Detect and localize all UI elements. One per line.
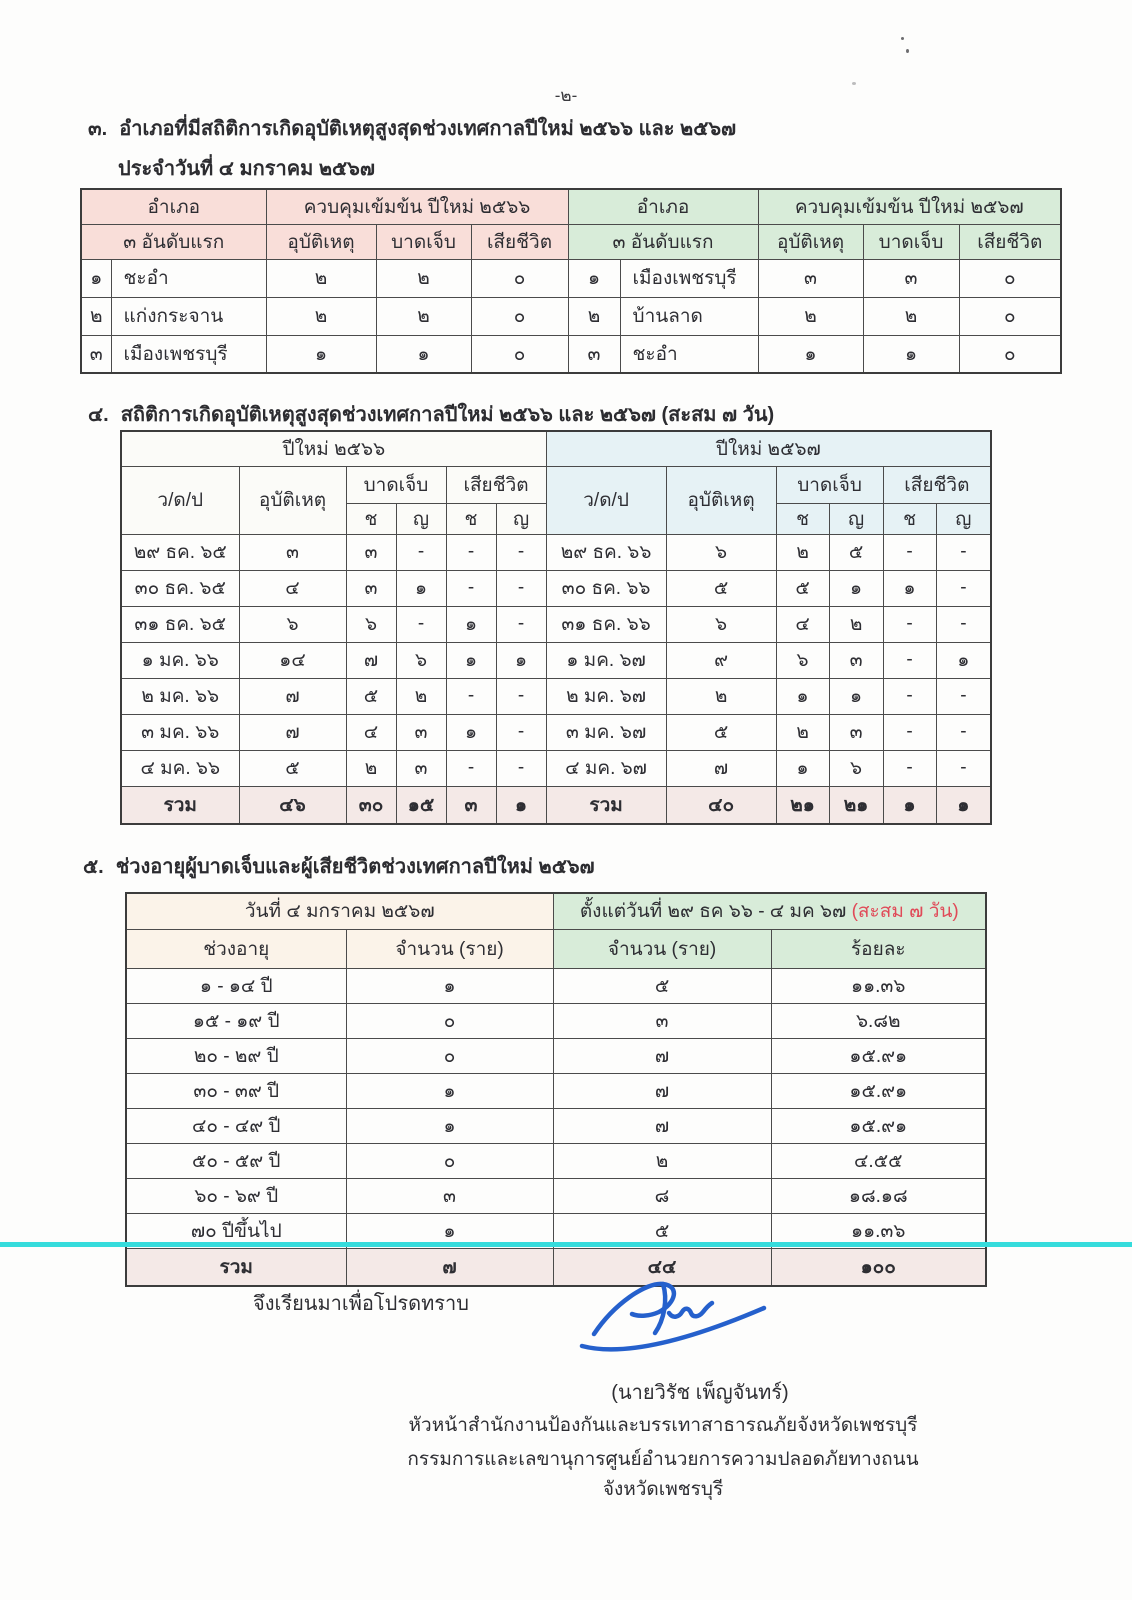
table-cell: ๑ — [81, 259, 111, 297]
col-accident-2566: อุบัติเหตุ — [239, 466, 346, 534]
table-cell: ๐ — [346, 1038, 553, 1073]
table-cell: ๓ — [446, 786, 496, 824]
table-cell: - — [496, 678, 546, 714]
table-cell: ๒๑ — [829, 786, 883, 824]
signature-stroke — [568, 1272, 773, 1364]
table-cell: แก่งกระจาน — [111, 297, 266, 335]
table-cell: ๑ — [346, 1073, 553, 1108]
table-cell: ๐ — [959, 259, 1061, 297]
table-cell: รวม — [546, 786, 666, 824]
col-district-2567: อำเภอ — [568, 189, 758, 224]
table-cell: ๔ — [776, 606, 829, 642]
signer-title-1: หัวหน้าสำนักงานป้องกันและบรรเทาสาธารณภัยจังหวัดเพชรบุรี — [408, 1415, 918, 1436]
table-cell: ๓ — [346, 1178, 553, 1213]
table-cell: ๒ — [346, 750, 396, 786]
table-cell: ๔.๕๕ — [771, 1143, 986, 1178]
table-cell: ๑ — [346, 1108, 553, 1143]
table-cell: - — [883, 534, 936, 570]
table-cell: ๒ — [266, 297, 376, 335]
table-row — [126, 1143, 986, 1178]
table-cell: ๑ มค. ๖๖ — [121, 642, 239, 678]
table-cell: - — [883, 714, 936, 750]
table-cell: ๑ — [346, 1213, 553, 1248]
table-cell: ๔ มค. ๖๗ — [546, 750, 666, 786]
table-cell: - — [936, 570, 991, 606]
signer-name: (นายวิรัช เพ็ญจันทร์) — [611, 1382, 789, 1404]
section3-subtitle: ประจำวันที่ ๔ มกราคม ๒๕๖๗ — [118, 158, 375, 180]
col-female: ญ — [496, 503, 546, 534]
table-cell: ๓ — [568, 335, 620, 373]
cumulative-note: (สะสม ๗ วัน) — [851, 901, 959, 923]
col-accident-2566: อุบัติเหตุ — [266, 224, 376, 259]
section3-heading — [88, 112, 736, 184]
table-cell: ๑ — [568, 259, 620, 297]
table-cell: - — [446, 534, 496, 570]
table-cell: ๖ — [239, 606, 346, 642]
table-cell: - — [936, 750, 991, 786]
table-cell: ๑ — [936, 642, 991, 678]
table-cell: ๑ — [776, 678, 829, 714]
table-cell: - — [936, 606, 991, 642]
table-row — [121, 750, 991, 786]
col-dead-2566: เสียชีวิต — [471, 224, 568, 259]
cumulative-range: ตั้งแต่วันที่ ๒๙ ธค ๖๖ - ๔ มค ๖๗ — [579, 901, 847, 923]
table-cell: - — [396, 534, 446, 570]
total-row-group — [126, 1248, 986, 1286]
table-cell: ๑ — [883, 786, 936, 824]
table-cell: รวม — [126, 1248, 346, 1286]
col-rank-2567: ๓ อันดับแรก — [568, 224, 758, 259]
table-cell: ๒ — [829, 606, 883, 642]
col-dead-2566: เสียชีวิต — [446, 466, 546, 503]
cumulative-header — [553, 893, 986, 929]
table-cell: ๒ — [666, 678, 776, 714]
table-cell: ๖๐ - ๖๙ ปี — [126, 1178, 346, 1213]
table-cell: ๑๘.๑๘ — [771, 1178, 986, 1213]
table-cell: ๕ — [239, 750, 346, 786]
col-injured-2566: บาดเจ็บ — [376, 224, 471, 259]
table-cell: - — [496, 750, 546, 786]
table-cell: - — [883, 678, 936, 714]
table-cell: ๓๑ ธค. ๖๕ — [121, 606, 239, 642]
table-cell: ๓ — [829, 714, 883, 750]
col-rank-2566: ๓ อันดับแรก — [81, 224, 266, 259]
table-cell: - — [446, 570, 496, 606]
table-cell: ๐ — [471, 297, 568, 335]
table-cell: ๒๐ - ๒๙ ปี — [126, 1038, 346, 1073]
table-cell: เมืองเพชรบุรี — [111, 335, 266, 373]
table-cell: - — [936, 534, 991, 570]
table-cell: ๒ — [776, 534, 829, 570]
table-cell: - — [496, 570, 546, 606]
table-cell: ๒ มค. ๖๖ — [121, 678, 239, 714]
table-cell: ๑ — [346, 968, 553, 1003]
table-cell: ๓๐ — [346, 786, 396, 824]
section3-number: ๓. — [88, 118, 108, 140]
table-row — [121, 534, 991, 570]
table-cell: ๔๔ — [553, 1248, 771, 1286]
table-cell: รวม — [121, 786, 239, 824]
table-row — [126, 1038, 986, 1073]
table-cell: ๓๐ - ๓๙ ปี — [126, 1073, 346, 1108]
table-cell: ๑ — [266, 335, 376, 373]
table-row — [121, 714, 991, 750]
table-row — [121, 642, 991, 678]
year-2566-header: ปีใหม่ ๒๕๖๖ — [121, 431, 546, 466]
table-cell: - — [883, 642, 936, 678]
table-cell: ๓ — [863, 259, 959, 297]
table-cell: ๓ — [239, 534, 346, 570]
table-cell: ๑ — [883, 570, 936, 606]
col-female: ญ — [396, 503, 446, 534]
table-cell: ๒ — [776, 714, 829, 750]
section5-title: ช่วงอายุผู้บาดเจ็บและผู้เสียชีวิตช่วงเทศกาลปีใหม่ ๒๕๖๗ — [115, 856, 595, 878]
table-row — [81, 297, 1061, 335]
table-cell: - — [936, 678, 991, 714]
table-cell: ๑๕.๙๑ — [771, 1038, 986, 1073]
col-male: ช — [446, 503, 496, 534]
table-cell: ๖ — [666, 606, 776, 642]
table-cell: ๕๐ - ๕๙ ปี — [126, 1143, 346, 1178]
table-row — [126, 1108, 986, 1143]
table-row — [126, 1073, 986, 1108]
col-percent: ร้อยละ — [771, 929, 986, 968]
col-dead-2567: เสียชีวิต — [959, 224, 1061, 259]
table-row — [121, 570, 991, 606]
table-cell: ๓ — [829, 642, 883, 678]
table-cell: ๐ — [959, 335, 1061, 373]
table-cell: ๑๑.๓๖ — [771, 1213, 986, 1248]
table-cell: ๒ — [376, 259, 471, 297]
year-2567-header: ปีใหม่ ๒๕๖๗ — [546, 431, 991, 466]
table-cell: ๑ — [758, 335, 863, 373]
table-cell: ๑ — [936, 786, 991, 824]
table-cell: ๙ — [666, 642, 776, 678]
table-cell: ๐ — [346, 1003, 553, 1038]
col-male: ช — [883, 503, 936, 534]
table-row — [126, 1003, 986, 1038]
table-cell: ๒๙ ธค. ๖๖ — [546, 534, 666, 570]
col-age: ช่วงอายุ — [126, 929, 346, 968]
table-cell: ๑๐๐ — [771, 1248, 986, 1286]
table-cell: ๑ — [446, 642, 496, 678]
table-cell: ๔ — [239, 570, 346, 606]
col-female: ญ — [936, 503, 991, 534]
table-cell: ๓ — [396, 750, 446, 786]
table-cell: ๑๔ — [239, 642, 346, 678]
table-cell: - — [883, 606, 936, 642]
table-cell: ๒ — [376, 297, 471, 335]
table-cell: ๓๐ ธค. ๖๖ — [546, 570, 666, 606]
col-accident-2567: อุบัติเหตุ — [666, 466, 776, 534]
table-cell: ๓๐ ธค. ๖๕ — [121, 570, 239, 606]
table-cell: - — [496, 606, 546, 642]
table-cell: ๑ — [829, 678, 883, 714]
section4-number: ๔. — [88, 404, 109, 426]
scan-artifact-line — [0, 1242, 1132, 1247]
table-cell: ๑๑.๓๖ — [771, 968, 986, 1003]
table-cell: ๐ — [471, 259, 568, 297]
table-cell: ๒ — [863, 297, 959, 335]
table-cell: ๑ มค. ๖๗ — [546, 642, 666, 678]
table-cell: ๔ มค. ๖๖ — [121, 750, 239, 786]
table-cell: ชะอำ — [111, 259, 266, 297]
table-cell: ๒ — [396, 678, 446, 714]
col-count-cum: จำนวน (ราย) — [553, 929, 771, 968]
table-cell: ๑ — [446, 606, 496, 642]
table-cell: ๗ — [553, 1073, 771, 1108]
table-row — [121, 606, 991, 642]
table-cell: ๑๕ — [396, 786, 446, 824]
day-header: วันที่ ๔ มกราคม ๒๕๖๗ — [126, 893, 553, 929]
table-cell: ๒๙ ธค. ๖๕ — [121, 534, 239, 570]
section5-heading — [83, 850, 595, 882]
table-cell: ๕ — [666, 570, 776, 606]
table-cell: ๒ — [81, 297, 111, 335]
table-cell: ๒ มค. ๖๗ — [546, 678, 666, 714]
age-range-table — [125, 892, 987, 1287]
table-cell: ๒๑ — [776, 786, 829, 824]
col-date-2567: ว/ด/ป — [546, 466, 666, 534]
table-cell: ๑ — [396, 570, 446, 606]
table-row — [81, 335, 1061, 373]
table-cell: ๔ — [346, 714, 396, 750]
table-cell: ๔๐ - ๔๙ ปี — [126, 1108, 346, 1143]
table-row — [121, 786, 991, 824]
table-row — [126, 1248, 986, 1286]
table-cell: ๖ — [776, 642, 829, 678]
table-cell: ๖ — [829, 750, 883, 786]
district-top3-table — [80, 188, 1062, 374]
table-cell: ๕ — [776, 570, 829, 606]
table-cell: ๗ — [239, 714, 346, 750]
table-cell: ๕ — [829, 534, 883, 570]
col-male: ช — [776, 503, 829, 534]
col-period-2566: ควบคุมเข้มข้น ปีใหม่ ๒๕๖๖ — [266, 189, 568, 224]
table-cell: ๓ — [81, 335, 111, 373]
table-cell: ๒ — [553, 1143, 771, 1178]
page-number: -๒- — [554, 86, 578, 105]
table-cell: ชะอำ — [620, 335, 758, 373]
table-cell: ๓ มค. ๖๖ — [121, 714, 239, 750]
table-cell: ๓ — [396, 714, 446, 750]
table-cell: ๒ — [266, 259, 376, 297]
section4-title: สถิติการเกิดอุบัติเหตุสูงสุดช่วงเทศกาลปีใหม่ ๒๕๖๖ และ ๒๕๖๗ (สะสม ๗ วัน) — [120, 404, 775, 426]
table-cell: ๒ — [758, 297, 863, 335]
table-cell: ๑ — [863, 335, 959, 373]
scan-speck — [901, 37, 904, 40]
col-date-2566: ว/ด/ป — [121, 466, 239, 534]
table-row — [121, 678, 991, 714]
table-cell: ๓ — [553, 1003, 771, 1038]
table-row — [81, 259, 1061, 297]
table-cell: ๗ — [666, 750, 776, 786]
table-cell: ๐ — [471, 335, 568, 373]
table-cell: ๑ — [776, 750, 829, 786]
table-cell: ๔๖ — [239, 786, 346, 824]
table-cell: ๕ — [666, 714, 776, 750]
table-cell: ๗ — [553, 1108, 771, 1143]
table-cell: ๓ มค. ๖๗ — [546, 714, 666, 750]
signature — [568, 1272, 773, 1364]
table-cell: ๕ — [553, 1213, 771, 1248]
table-cell: ๗ — [346, 642, 396, 678]
table-cell: ๖ — [346, 606, 396, 642]
table-cell: ๑ — [496, 642, 546, 678]
col-period-2567: ควบคุมเข้มข้น ปีใหม่ ๒๕๖๗ — [758, 189, 1061, 224]
table-cell: ๑ - ๑๔ ปี — [126, 968, 346, 1003]
table-row — [126, 968, 986, 1003]
col-district-2566: อำเภอ — [81, 189, 266, 224]
signer-title-2: กรรมการและเลขานุการศูนย์อำนวยการความปลอดภัยทางถนนจังหวัดเพชรบุรี — [407, 1449, 919, 1500]
col-injured-2567: บาดเจ็บ — [863, 224, 959, 259]
col-dead-2567: เสียชีวิต — [883, 466, 991, 503]
col-injured-2567: บาดเจ็บ — [776, 466, 883, 503]
col-male: ช — [346, 503, 396, 534]
table-cell: ๕ — [346, 678, 396, 714]
table-cell: - — [396, 606, 446, 642]
table-cell: ๓ — [758, 259, 863, 297]
section4-heading — [88, 398, 774, 430]
table-cell: - — [936, 714, 991, 750]
table-cell: ๘ — [553, 1178, 771, 1213]
table-cell: - — [446, 678, 496, 714]
table-cell: ๒ — [568, 297, 620, 335]
table-cell: ๑ — [376, 335, 471, 373]
table-cell: ๗ — [239, 678, 346, 714]
table-cell: เมืองเพชรบุรี — [620, 259, 758, 297]
table-cell: บ้านลาด — [620, 297, 758, 335]
col-count-day: จำนวน (ราย) — [346, 929, 553, 968]
table-cell: ๑๕.๙๑ — [771, 1108, 986, 1143]
table-cell: ๑ — [496, 786, 546, 824]
table-cell: ๑ — [446, 714, 496, 750]
scan-speck — [906, 49, 909, 53]
table-cell: ๗๐ ปีขึ้นไป — [126, 1213, 346, 1248]
table-cell: ๕ — [553, 968, 771, 1003]
scan-speck — [852, 82, 856, 85]
col-accident-2567: อุบัติเหตุ — [758, 224, 863, 259]
table-cell: ๓ — [346, 570, 396, 606]
table-cell: ๓๑ ธค. ๖๖ — [546, 606, 666, 642]
table-cell: ๐ — [346, 1143, 553, 1178]
daily-statistics-table — [120, 430, 992, 825]
col-female: ญ — [829, 503, 883, 534]
table-cell: ๓ — [346, 534, 396, 570]
closing-text: จึงเรียนมาเพื่อโปรดทราบ — [253, 1293, 469, 1315]
table-cell: ๗ — [346, 1248, 553, 1286]
table-cell: ๖.๘๒ — [771, 1003, 986, 1038]
table-cell: ๖ — [396, 642, 446, 678]
table-cell: ๐ — [959, 297, 1061, 335]
table-cell: - — [883, 750, 936, 786]
table-cell: ๑๕ - ๑๙ ปี — [126, 1003, 346, 1038]
section3-title: อำเภอที่มีสถิติการเกิดอุบัติเหตุสูงสุดช่วงเทศกาลปีใหม่ ๒๕๖๖ และ ๒๕๖๗ — [119, 118, 737, 140]
table-cell: ๔๐ — [666, 786, 776, 824]
table-cell: ๑ — [829, 570, 883, 606]
col-injured-2566: บาดเจ็บ — [346, 466, 446, 503]
section5-number: ๕. — [83, 856, 104, 878]
table-cell: ๗ — [553, 1038, 771, 1073]
table-cell: - — [446, 750, 496, 786]
total-row-group — [121, 786, 991, 824]
table-row — [126, 1178, 986, 1213]
table-cell: ๖ — [666, 534, 776, 570]
table-cell: - — [496, 714, 546, 750]
table-cell: ๑๕.๙๑ — [771, 1073, 986, 1108]
table-cell: - — [496, 534, 546, 570]
